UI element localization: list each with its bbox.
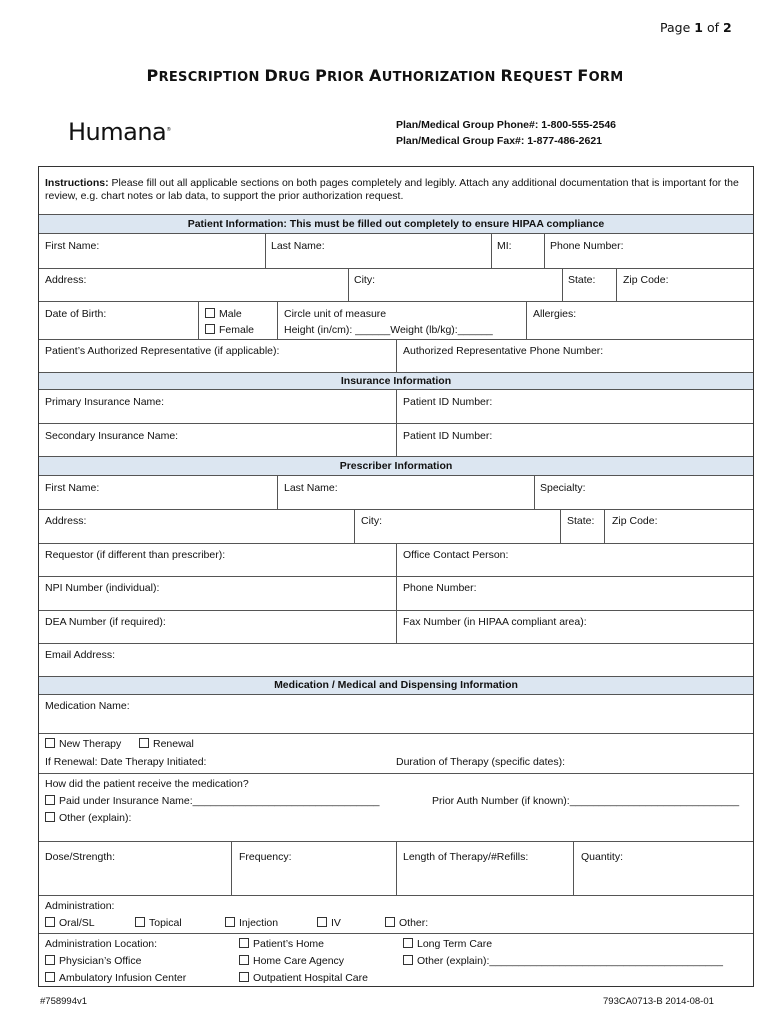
- authorization-form: [38, 166, 754, 987]
- other-admin-checkbox[interactable]: Other:: [385, 917, 428, 929]
- paid-under-insurance-checkbox[interactable]: Paid under Insurance Name:________________________________: [45, 795, 380, 807]
- checkbox-icon: [45, 955, 55, 965]
- prescriber-fax-field[interactable]: Fax Number (in HIPAA compliant area):: [403, 616, 587, 628]
- patient-zip-field[interactable]: Zip Code:: [623, 274, 669, 286]
- prescriber-section-heading: Prescriber Information: [39, 456, 753, 476]
- humana-logo: Humana®: [68, 118, 171, 146]
- plan-fax: Plan/Medical Group Fax#: 1-877-486-2621: [396, 135, 603, 147]
- insurance-section-heading: Insurance Information: [39, 372, 753, 390]
- patient-city-field[interactable]: City:: [354, 274, 375, 286]
- outpatient-hospital-checkbox[interactable]: Outpatient Hospital Care: [239, 972, 368, 984]
- new-therapy-checkbox[interactable]: New Therapy: [45, 738, 121, 750]
- checkbox-icon: [239, 938, 249, 948]
- patient-last-name-field[interactable]: Last Name:: [271, 240, 325, 252]
- checkbox-icon: [403, 955, 413, 965]
- patients-home-checkbox[interactable]: Patient’s Home: [239, 938, 324, 950]
- requestor-field[interactable]: Requestor (if different than prescriber):: [45, 549, 226, 561]
- iv-checkbox[interactable]: IV: [317, 917, 341, 929]
- gender-female-checkbox[interactable]: Female: [205, 324, 254, 336]
- prescriber-first-name-field[interactable]: First Name:: [45, 482, 100, 494]
- checkbox-icon: [45, 812, 55, 822]
- duration-of-therapy-field[interactable]: Duration of Therapy (specific dates):: [396, 756, 566, 768]
- other-received-checkbox[interactable]: Other (explain):: [45, 812, 131, 824]
- ambulatory-infusion-checkbox[interactable]: Ambulatory Infusion Center: [45, 972, 186, 984]
- administration-label: Administration:: [45, 900, 115, 912]
- prescriber-address-field[interactable]: Address:: [45, 515, 87, 527]
- injection-checkbox[interactable]: Injection: [225, 917, 278, 929]
- patient-state-field[interactable]: State:: [568, 274, 596, 286]
- long-term-care-checkbox[interactable]: Long Term Care: [403, 938, 492, 950]
- primary-patient-id-field[interactable]: Patient ID Number:: [403, 396, 493, 408]
- renewal-checkbox[interactable]: Renewal: [139, 738, 194, 750]
- admin-location-label: Administration Location:: [45, 938, 158, 950]
- how-received-label: How did the patient receive the medication?: [45, 778, 249, 790]
- secondary-insurance-field[interactable]: Secondary Insurance Name:: [45, 430, 179, 442]
- checkbox-icon: [45, 795, 55, 805]
- checkbox-icon: [239, 972, 249, 982]
- authorized-rep-phone-field[interactable]: Authorized Representative Phone Number:: [403, 345, 604, 357]
- form-version-right: 793CA0713-B 2014-08-01: [603, 996, 714, 1007]
- office-contact-field[interactable]: Office Contact Person:: [403, 549, 509, 561]
- plan-phone: Plan/Medical Group Phone#: 1-800-555-2546: [396, 119, 616, 131]
- length-of-therapy-field[interactable]: Length of Therapy/#Refills:: [403, 851, 529, 863]
- checkbox-icon: [403, 938, 413, 948]
- checkbox-icon: [205, 324, 215, 334]
- oral-sl-checkbox[interactable]: Oral/SL: [45, 917, 95, 929]
- prior-auth-number-field[interactable]: Prior Auth Number (if known):_____________________________: [432, 795, 740, 807]
- checkbox-icon: [317, 917, 327, 927]
- checkbox-icon: [225, 917, 235, 927]
- unit-of-measure-label: Circle unit of measure: [284, 308, 387, 320]
- checkbox-icon: [135, 917, 145, 927]
- form-title: PRESCRIPTION DRUG PRIOR AUTHORIZATION REQUEST FORM: [146, 66, 624, 85]
- date-therapy-initiated-field[interactable]: If Renewal: Date Therapy Initiated:: [45, 756, 207, 768]
- primary-insurance-field[interactable]: Primary Insurance Name:: [45, 396, 165, 408]
- instructions: Instructions: Please fill out all applicable sections on both pages completely and legibly. Attach any additional documentation that is important for the review, e.g. chart notes or lab data, to support the prior authorization request.: [45, 177, 739, 202]
- npi-number-field[interactable]: NPI Number (individual):: [45, 582, 160, 594]
- patient-mi-field[interactable]: MI:: [497, 240, 512, 252]
- prescriber-city-field[interactable]: City:: [361, 515, 382, 527]
- prescriber-zip-field[interactable]: Zip Code:: [612, 515, 658, 527]
- home-care-agency-checkbox[interactable]: Home Care Agency: [239, 955, 344, 967]
- patient-phone-field[interactable]: Phone Number:: [550, 240, 624, 252]
- checkbox-icon: [205, 308, 215, 318]
- medication-name-field[interactable]: Medication Name:: [45, 700, 130, 712]
- prescriber-state-field[interactable]: State:: [567, 515, 595, 527]
- form-version-left: #758994v1: [40, 996, 88, 1007]
- dea-number-field[interactable]: DEA Number (if required):: [45, 616, 166, 628]
- patient-dob-field[interactable]: Date of Birth:: [45, 308, 107, 320]
- patient-address-field[interactable]: Address:: [45, 274, 87, 286]
- email-address-field[interactable]: Email Address:: [45, 649, 116, 661]
- gender-male-checkbox[interactable]: Male: [205, 308, 242, 320]
- frequency-field[interactable]: Frequency:: [239, 851, 292, 863]
- prescriber-specialty-field[interactable]: Specialty:: [540, 482, 586, 494]
- checkbox-icon: [45, 972, 55, 982]
- patient-allergies-field[interactable]: Allergies:: [533, 308, 577, 320]
- checkbox-icon: [139, 738, 149, 748]
- height-weight-field[interactable]: Height (in/cm): ______Weight (lb/kg):______: [284, 324, 493, 336]
- prescriber-last-name-field[interactable]: Last Name:: [284, 482, 338, 494]
- patient-section-heading: Patient Information: This must be filled out completely to ensure HIPAA compliance: [39, 214, 753, 234]
- checkbox-icon: [45, 738, 55, 748]
- quantity-field[interactable]: Quantity:: [581, 851, 624, 863]
- checkbox-icon: [239, 955, 249, 965]
- physicians-office-checkbox[interactable]: Physician’s Office: [45, 955, 141, 967]
- page-number: Page 1 of 2: [660, 20, 732, 35]
- topical-checkbox[interactable]: Topical: [135, 917, 182, 929]
- checkbox-icon: [45, 917, 55, 927]
- prescriber-phone-field[interactable]: Phone Number:: [403, 582, 477, 594]
- dose-strength-field[interactable]: Dose/Strength:: [45, 851, 116, 863]
- authorized-rep-field[interactable]: Patient’s Authorized Representative (if applicable):: [45, 345, 280, 357]
- secondary-patient-id-field[interactable]: Patient ID Number:: [403, 430, 493, 442]
- checkbox-icon: [385, 917, 395, 927]
- other-location-checkbox[interactable]: Other (explain):________________________________________: [403, 955, 723, 967]
- medication-section-heading: Medication / Medical and Dispensing Information: [39, 676, 753, 695]
- patient-first-name-field[interactable]: First Name:: [45, 240, 100, 252]
